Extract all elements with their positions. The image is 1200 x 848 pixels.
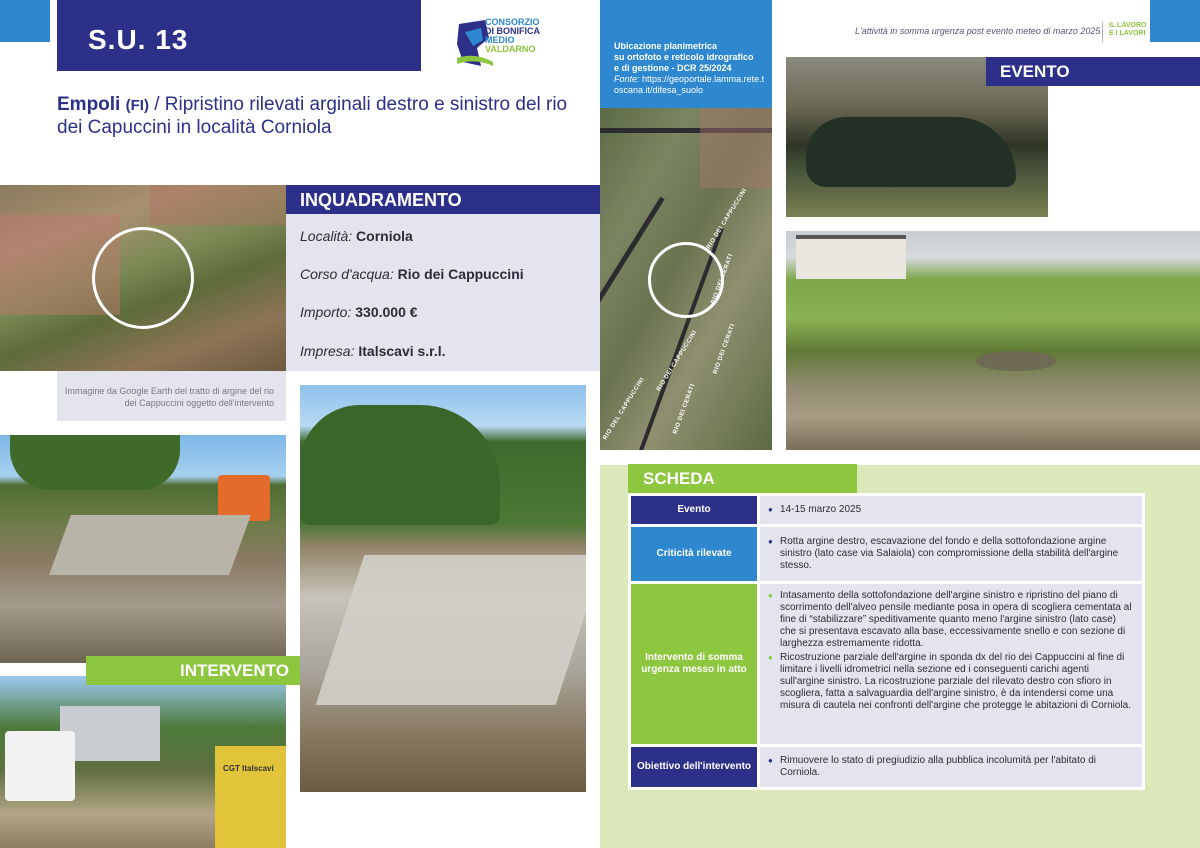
list-item: ● Intasamento della sottofondazione dell'argine sinistro e ripristino del piano di scorrimento dell'alveo pensile mediante posa in opera di scogliera cementata al fine di “stabilizzare” speditivamente quanto meno l'argine sinistro (lato case) che si presentava escavato alla base, eccessivamente snello e con sezione di larghezza estremamente ridotta. — [780, 590, 1134, 650]
map-info-line-2: su ortofoto e reticolo idrografico — [614, 52, 754, 62]
info-label: Località: — [300, 228, 353, 244]
row-label: Evento — [631, 496, 757, 524]
info-row-amount — [300, 304, 418, 320]
logo-line-1: CONSORZIO — [485, 17, 540, 27]
info-label: Importo: — [300, 304, 352, 320]
damage-photo-2 — [786, 231, 1200, 450]
logo-line-2: DI BONIFICA — [485, 26, 540, 36]
row-label: Intervento di somma urgenza messo in atto — [631, 584, 757, 744]
corner-accent-right — [1150, 0, 1200, 42]
corner-accent-left — [0, 0, 50, 42]
truck-photo — [0, 676, 286, 848]
map-info-text — [614, 41, 768, 96]
info-row-watercourse — [300, 266, 524, 282]
map-label: RIO DEI CERATI — [712, 323, 737, 375]
aerial-caption: Immagine da Google Earth del tratto di argine del rio dei Cappuccini oggetto dell'intervento — [64, 386, 274, 408]
scheda-heading: SCHEDA — [643, 469, 715, 488]
list-item: ● Rotta argine destro, escavazione del fondo e della sottofondazione argine sinistro (lato case via Salaiola) con compromissione della stabilità dell'argine stesso. — [780, 536, 1134, 572]
scheda-table — [628, 493, 1145, 790]
aerial-photo — [0, 185, 286, 371]
logo-line-4: VALDARNO — [485, 44, 536, 54]
map-highlight-circle — [648, 242, 724, 318]
orthophoto-map — [600, 108, 772, 450]
map-source-label: Fonte: — [614, 74, 640, 84]
map-info-box — [600, 0, 772, 108]
page-title — [57, 94, 577, 139]
machine — [215, 746, 286, 848]
consorzio-logo — [455, 14, 545, 74]
info-value: Rio dei Cappuccini — [397, 266, 524, 282]
row-value — [760, 747, 1142, 787]
machine-brand: CGT Italscavi — [223, 764, 274, 773]
table-row-obiettivo — [628, 747, 1145, 787]
channel-photo — [300, 385, 586, 792]
title-province: (FI) — [125, 97, 149, 114]
info-label: Impresa: — [300, 343, 355, 359]
inquadramento-box — [286, 214, 601, 371]
map-label: RIO DEI CAPPUCCINI — [655, 329, 699, 393]
row-label: Obiettivo dell'intervento — [631, 747, 757, 787]
title-text: / Ripristino rilevati arginali destro e sinistro del rio dei Capuccini in località Corniola — [57, 94, 568, 138]
list-item: ● 14-15 marzo 2025 — [780, 504, 1134, 516]
logo-line-3: MEDIO — [485, 35, 515, 45]
map-label: RIO DEI CERATI — [710, 253, 735, 305]
project-code: S.U. 13 — [88, 24, 189, 55]
map-label: RIO DEI CAPPUCCINI — [705, 187, 749, 251]
publication-tagline: L'attività in somma urgenza post evento meteo di marzo 2025 — [855, 26, 1101, 36]
table-row-criticita — [628, 527, 1145, 581]
section-label-line-2: E I LAVORI — [1109, 30, 1146, 37]
intervento-heading: INTERVENTO — [180, 661, 289, 680]
map-label: RIO DEI CERATI — [672, 383, 697, 435]
map-info-line-1: Ubicazione planimetrica — [614, 41, 718, 51]
map-source-url: https://geoportale.lamma.rete.toscana.it/difesa_suolo — [614, 74, 765, 95]
truck-cab — [5, 731, 75, 801]
row-value — [760, 584, 1142, 744]
truck-bed — [60, 706, 160, 761]
aerial-caption-box — [57, 371, 286, 421]
map-label: RIO DEL CAPPUCCINI — [602, 376, 646, 442]
info-value: Corniola — [356, 228, 413, 244]
title-place: Empoli — [57, 94, 121, 115]
row-value — [760, 496, 1142, 524]
row-label: Criticità rilevate — [631, 527, 757, 581]
table-row-intervento — [628, 584, 1145, 744]
row-value — [760, 527, 1142, 581]
house — [796, 235, 906, 279]
section-label — [1102, 22, 1149, 42]
table-row-evento — [628, 496, 1145, 524]
section-label-line-1: IL LAVORO — [1109, 22, 1147, 29]
info-row-locality — [300, 228, 413, 244]
list-item: ● Ricostruzione parziale dell'argine in sponda dx del rio dei Cappuccini al fine di limitare i livelli idrometrici nella sezione ed i conseguenti carichi agenti sull'argine sinistro. La ricostruzione parziale del rilevato destro con sfioro in scogliera, fatta a salvaguardia dell'argine sinistro, è da intendersi come una misura di cautela nei confronti dell'argine che protegge le abitazioni di Corniola. — [780, 652, 1134, 712]
info-label: Corso d'acqua: — [300, 266, 394, 282]
list-item: ● Rimuovere lo stato di pregiudizio alla pubblica incolumità per l'abitato di Corniola. — [780, 755, 1134, 779]
highlight-circle — [92, 227, 194, 329]
info-value: 330.000 € — [355, 304, 418, 320]
evento-heading: EVENTO — [1000, 62, 1070, 81]
info-value: Italscavi s.r.l. — [358, 343, 446, 359]
excavation-photo — [0, 435, 286, 663]
map-info-line-3: e di gestione - DCR 25/2024 — [614, 63, 732, 73]
info-row-company — [300, 343, 446, 359]
inquadramento-heading: INQUADRAMENTO — [300, 190, 462, 210]
